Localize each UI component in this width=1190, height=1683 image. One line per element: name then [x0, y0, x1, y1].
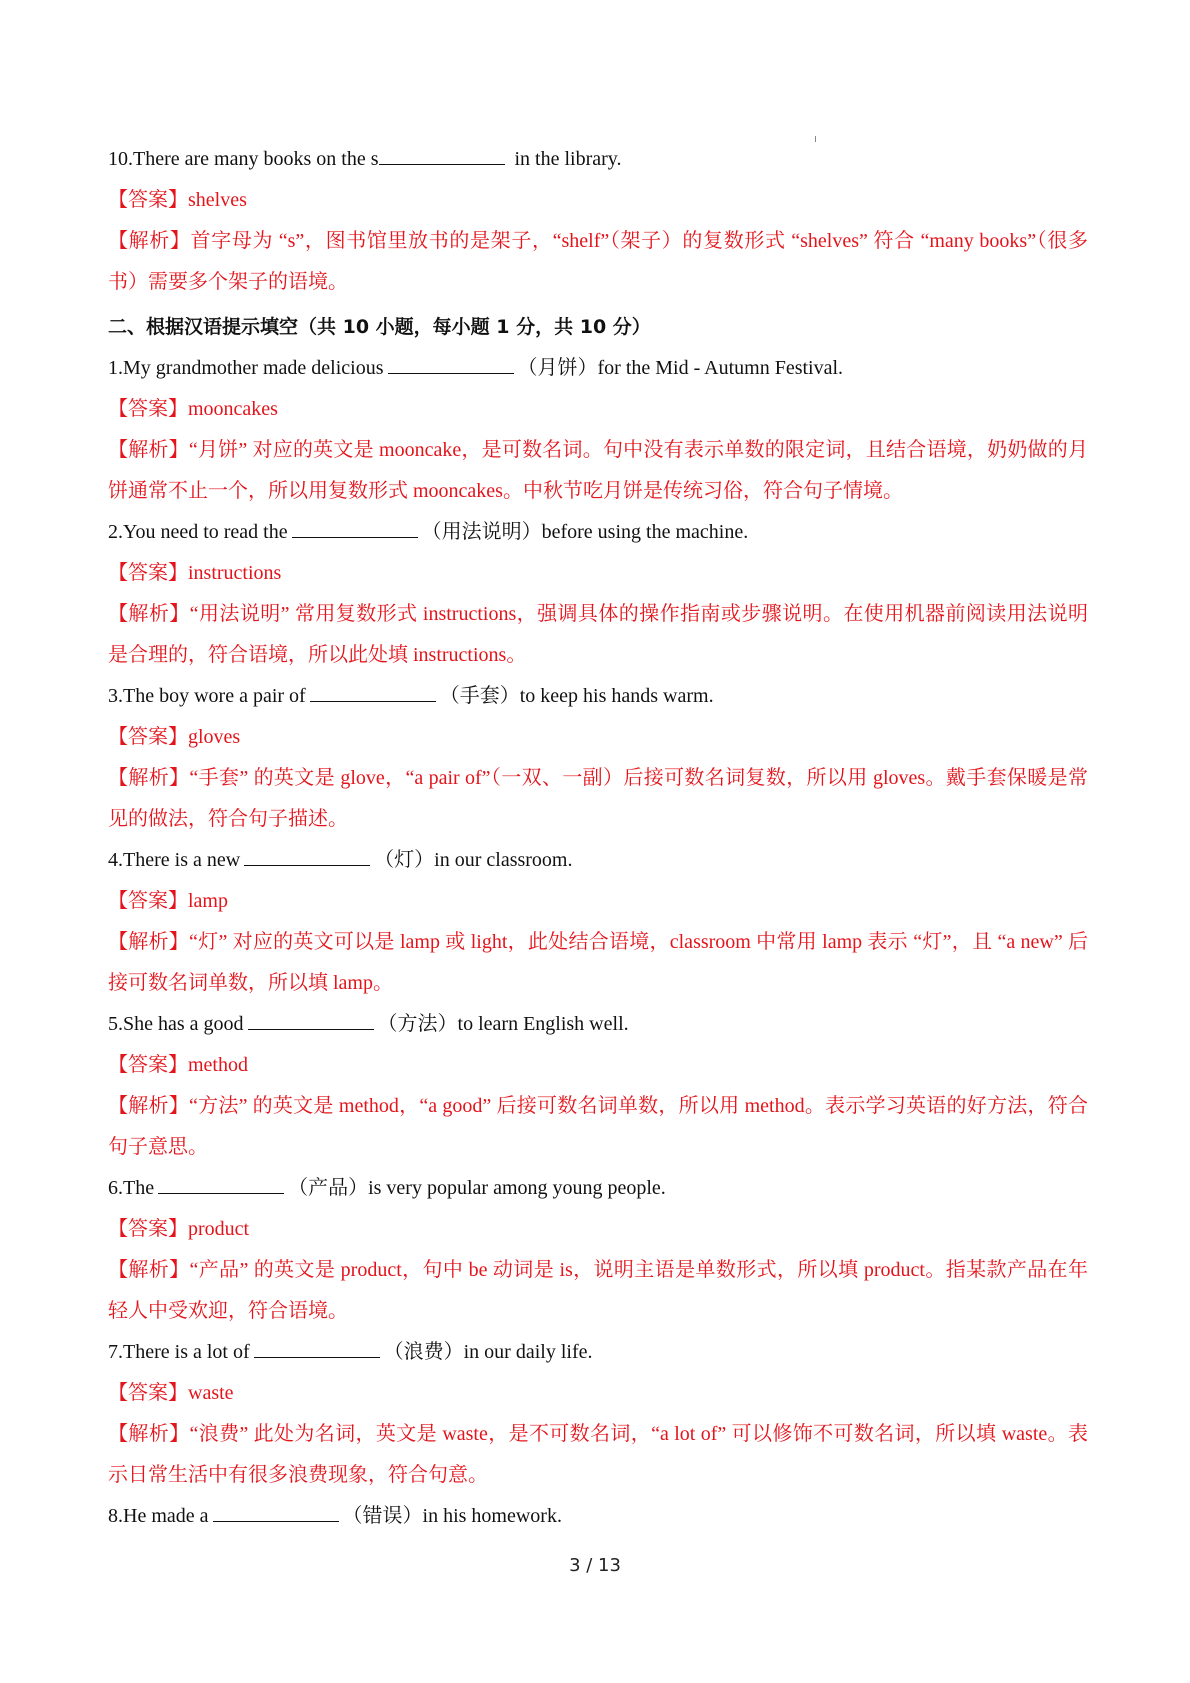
answer-line: 【答案】method	[108, 1054, 248, 1076]
question-10	[108, 139, 1088, 180]
analysis-text: 【解析】“灯” 对应的英文可以是 lamp 或 light，此处结合语境，classroom 中常用 lamp 表示 “灯”，且 “a new” 后接可数名词单数，所以填 lamp。	[108, 931, 1088, 994]
analysis-text: 【解析】首字母为 “s”，图书馆里放书的是架子，“shelf”（架子）的复数形式 “shelves” 符合 “many books”（很多书）需要多个架子的语境。	[108, 230, 1088, 293]
section-heading: 二、根据汉语提示填空（共 10 小题，每小题 1 分，共 10 分）	[108, 316, 651, 338]
answer-line: 【答案】shelves	[108, 189, 247, 211]
question-prefix: 4.There is a new	[108, 849, 241, 871]
answer-blank[interactable]	[213, 1499, 339, 1522]
analysis-text: 【解析】“产品” 的英文是 product，句中 be 动词是 is，说明主语是单数形式，所以填 product。指某款产品在年轻人中受欢迎，符合语境。	[108, 1259, 1088, 1322]
question-suffix: （产品）is very popular among young people.	[288, 1177, 666, 1199]
question-suffix: （用法说明）before using the machine.	[421, 521, 749, 543]
answer-blank[interactable]	[292, 515, 418, 538]
analysis-text: 【解析】“手套” 的英文是 glove，“a pair of”（一双、一副）后接可数名词复数，所以用 gloves。戴手套保暖是常见的做法，符合句子描述。	[108, 767, 1088, 830]
answer-blank[interactable]	[254, 1335, 380, 1358]
question-suffix: （方法）to learn English well.	[377, 1013, 629, 1035]
question-suffix: （灯）in our classroom.	[374, 849, 573, 871]
question-prefix: 5.She has a good	[108, 1013, 244, 1035]
question-8	[108, 1496, 1088, 1537]
question-suffix: （月饼）for the Mid - Autumn Festival.	[517, 357, 844, 379]
question-7	[108, 1332, 1088, 1373]
question-prefix: 3.The boy wore a pair of	[108, 685, 306, 707]
question-prefix: 2.You need to read the	[108, 521, 288, 543]
question-prefix: 7.There is a lot of	[108, 1341, 250, 1363]
page-content	[108, 139, 1088, 1537]
question-1	[108, 348, 1088, 389]
answer-line: 【答案】gloves	[108, 726, 241, 748]
answer-line: 【答案】lamp	[108, 890, 228, 912]
question-prefix: 1.My grandmother made delicious	[108, 357, 384, 379]
page-number: 3 / 13	[569, 1555, 621, 1576]
answer-line: 【答案】waste	[108, 1382, 234, 1404]
answer-blank[interactable]	[379, 142, 505, 165]
question-prefix: 6.The	[108, 1177, 155, 1199]
answer-line: 【答案】product	[108, 1218, 250, 1240]
question-3	[108, 676, 1088, 717]
question-6	[108, 1168, 1088, 1209]
question-suffix: （错误）in his homework.	[342, 1505, 562, 1527]
analysis-text: 【解析】“月饼” 对应的英文是 mooncake，是可数名词。句中没有表示单数的限定词，且结合语境，奶奶做的月饼通常不止一个，所以用复数形式 mooncakes。中秋节吃月饼是传统习俗，符合句子情境。	[108, 439, 1088, 502]
question-5	[108, 1004, 1088, 1045]
question-prefix: 8.He made a	[108, 1505, 209, 1527]
answer-blank[interactable]	[244, 843, 370, 866]
question-prefix: 10.There are many books on the s	[108, 148, 379, 170]
question-suffix: （浪费）in our daily life.	[383, 1341, 593, 1363]
answer-blank[interactable]	[248, 1007, 374, 1030]
analysis-text: 【解析】“用法说明” 常用复数形式 instructions，强调具体的操作指南或步骤说明。在使用机器前阅读用法说明是合理的，符合语境，所以此处填 instructions。	[108, 603, 1088, 666]
answer-line: 【答案】mooncakes	[108, 398, 278, 420]
analysis-text: 【解析】“方法” 的英文是 method，“a good” 后接可数名词单数，所以用 method。表示学习英语的好方法，符合句子意思。	[108, 1095, 1088, 1158]
question-suffix: in the library.	[509, 148, 622, 170]
analysis-text: 【解析】“浪费” 此处为名词，英文是 waste，是不可数名词，“a lot of” 可以修饰不可数名词，所以填 waste。表示日常生活中有很多浪费现象，符合句意。	[108, 1423, 1088, 1486]
question-suffix: （手套）to keep his hands warm.	[439, 685, 714, 707]
question-2	[108, 512, 1088, 553]
answer-line: 【答案】instructions	[108, 562, 282, 584]
answer-blank[interactable]	[158, 1171, 284, 1194]
question-4	[108, 840, 1088, 881]
answer-blank[interactable]	[310, 679, 436, 702]
answer-blank[interactable]	[388, 351, 514, 374]
